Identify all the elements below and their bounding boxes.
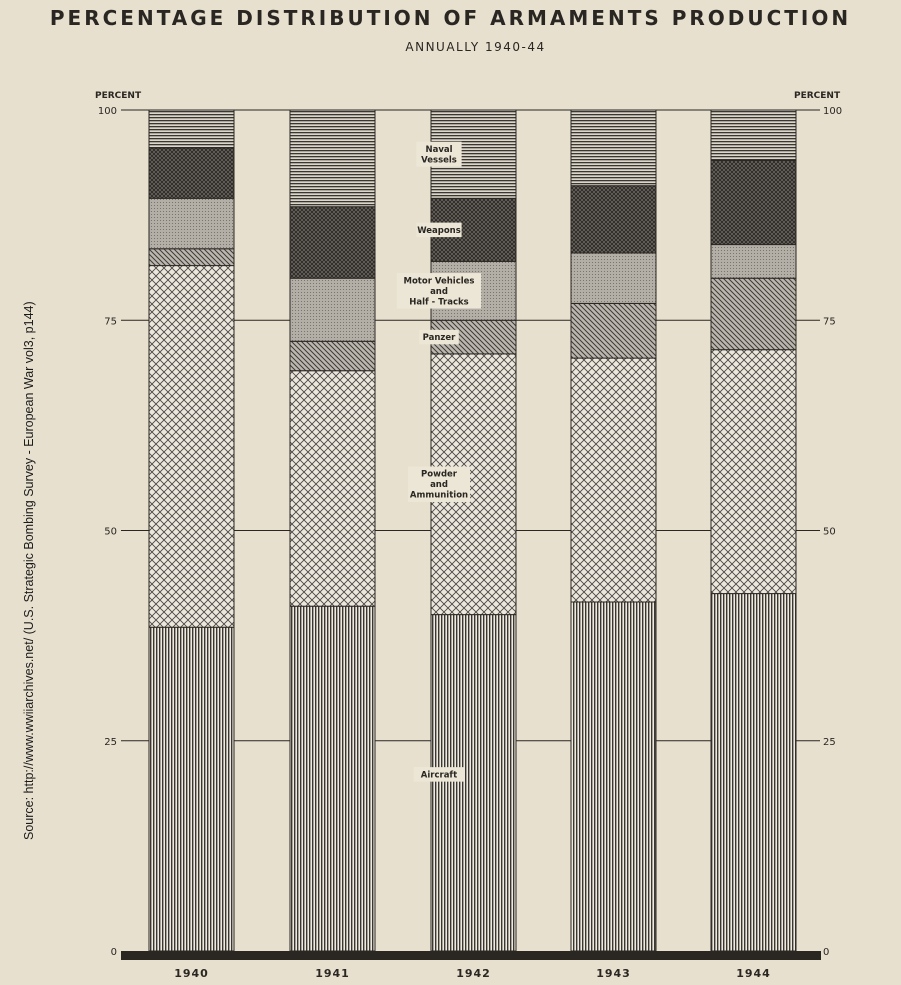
bar-1940-motor-vehicles-and-half-tracks [149, 198, 234, 248]
x-tick-1944: 1944 [736, 967, 771, 980]
chart-subtitle: ANNUALLY 1940-44 [405, 40, 546, 54]
bar-1944-weapons [711, 160, 796, 244]
bar-1943-powder-and-ammunition [571, 358, 656, 602]
y-tick-right-75: 75 [823, 316, 836, 328]
bar-1941-weapons [290, 207, 375, 278]
segment-label: Panzer [422, 333, 456, 344]
segment-label: Vessels [421, 155, 457, 166]
x-tick-1943: 1943 [596, 967, 631, 980]
bar-1940-naval-vessels [149, 110, 234, 148]
bar-1943-panzer [571, 303, 656, 358]
bar-1940-powder-and-ammunition [149, 266, 234, 628]
y-tick-right-0: 0 [823, 947, 830, 958]
segment-label: Powder [421, 469, 457, 480]
y-tick-left-25: 25 [104, 736, 117, 748]
bar-1941-naval-vessels [290, 110, 375, 207]
segment-label: Motor Vehicles [403, 276, 475, 287]
baseline-bar [121, 951, 821, 960]
bar-1940-panzer [149, 249, 234, 266]
chart-title: PERCENTAGE DISTRIBUTION OF ARMAMENTS PRODUCTION [49, 6, 852, 30]
x-tick-1942: 1942 [456, 967, 491, 980]
bar-1941-motor-vehicles-and-half-tracks [290, 278, 375, 341]
segment-label: Ammunition [409, 490, 469, 501]
segment-label: Weapons [417, 225, 461, 236]
y-tick-left-50: 50 [104, 526, 117, 538]
bar-1944-motor-vehicles-and-half-tracks [711, 245, 796, 279]
segment-label: Aircraft [420, 770, 458, 781]
x-tick-1940: 1940 [174, 967, 209, 980]
segment-label: and [430, 480, 448, 491]
bar-1941-aircraft [290, 606, 375, 951]
bar-1940-weapons [149, 148, 234, 198]
bar-1944-aircraft [711, 594, 796, 951]
segment-label: Half - Tracks [409, 297, 469, 308]
y-tick-right-100: 100 [823, 106, 843, 117]
bar-1940-aircraft [149, 627, 234, 951]
bar-1943-weapons [571, 186, 656, 253]
y-tick-left-75: 75 [104, 316, 117, 328]
bar-1941-panzer [290, 341, 375, 370]
bar-1942-aircraft [431, 615, 516, 951]
bar-1944-powder-and-ammunition [711, 350, 796, 594]
segment-label: Naval [425, 144, 453, 155]
bar-1944-naval-vessels [711, 110, 796, 160]
y-axis-unit-left: PERCENT [95, 91, 142, 101]
bar-1943-motor-vehicles-and-half-tracks [571, 253, 656, 303]
source-note: Source: http://www.wwiiarchives.net/ (U.S. Strategic Bombing Survey - European War vol3, p144) [22, 301, 36, 840]
bar-1943-naval-vessels [571, 110, 656, 186]
y-tick-right-25: 25 [823, 736, 836, 748]
y-tick-left-0: 0 [110, 947, 117, 958]
y-tick-left-100: 100 [97, 106, 117, 117]
y-axis-unit-right: PERCENT [794, 91, 841, 101]
y-tick-right-50: 50 [823, 526, 836, 538]
bar-1941-powder-and-ammunition [290, 371, 375, 606]
x-tick-1941: 1941 [315, 967, 350, 980]
bar-1944-panzer [711, 278, 796, 349]
bar-1943-aircraft [571, 602, 656, 951]
segment-label: and [430, 286, 448, 297]
